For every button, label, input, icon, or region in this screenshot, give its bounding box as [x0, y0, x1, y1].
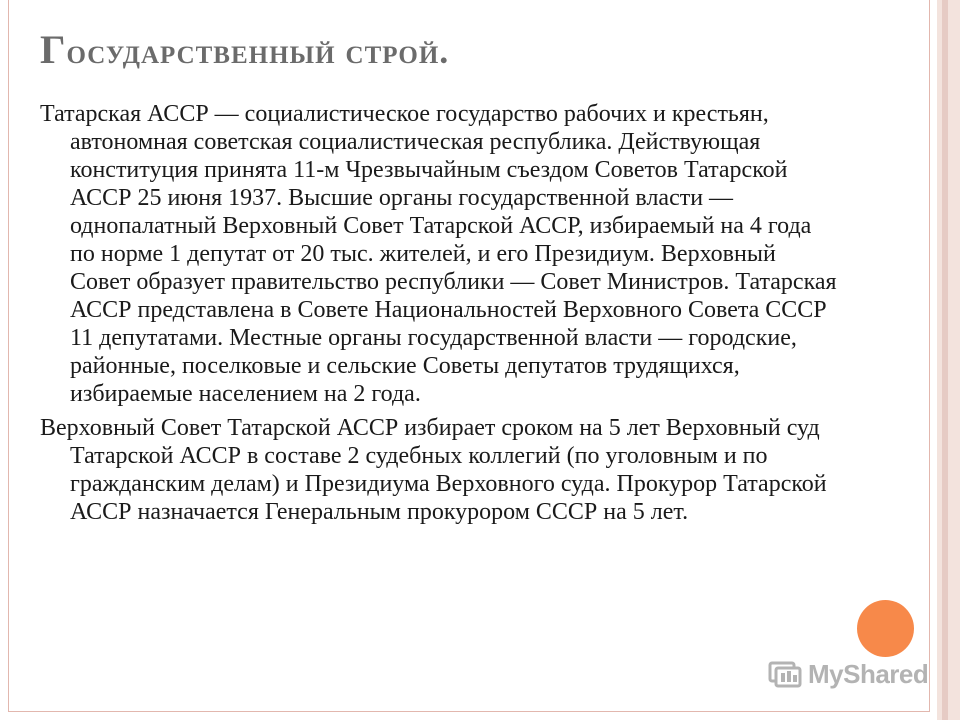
watermark-text: MyShared: [808, 658, 929, 689]
paragraph-1: Татарская АССР — социалистическое государство рабочих и крестьян, автономная советская социалистическая республика. Действующая конституция принята 11-м Чрезвычайным съездом Советов Татарской АССР 25 июня 1937. Высшие органы государственной власти — однопалатный Верховный Совет Татарской АССР, избираемый на 4 года по норме 1 депутат от 20 тыс. жителей, и его Президиум. Верховный Совет образует правительство республики — Совет Министров. Татарская АССР представлена в Совете Национальностей Верховного Совета СССР 11 депутатами. Местные органы государственной власти — городские, районные, поселковые и сельские Советы депутатов трудящихся, избираемые населением на 2 года.: [40, 101, 837, 407]
myshared-logo-icon: [768, 659, 802, 689]
title-rest: осударственный строй: [66, 31, 440, 71]
title-dot: .: [439, 31, 450, 71]
slide-body: [40, 100, 840, 532]
right-decor-stripe-inner: [942, 0, 948, 720]
title-first-letter: Г: [40, 27, 67, 72]
orange-circle-decoration: [857, 600, 914, 657]
slide-title: [40, 26, 449, 73]
paragraph-2: Верховный Совет Татарской АССР избирает сроком на 5 лет Верховный суд Татарской АССР в составе 2 судебных коллегий (по уголовным и по гражданским делам) и Президиума Верховного суда. Прокурор Татарской АССР назначается Генеральным прокурором СССР на 5 лет.: [40, 415, 827, 525]
right-decor-stripe: [937, 0, 960, 720]
myshared-watermark[interactable]: [768, 656, 928, 692]
